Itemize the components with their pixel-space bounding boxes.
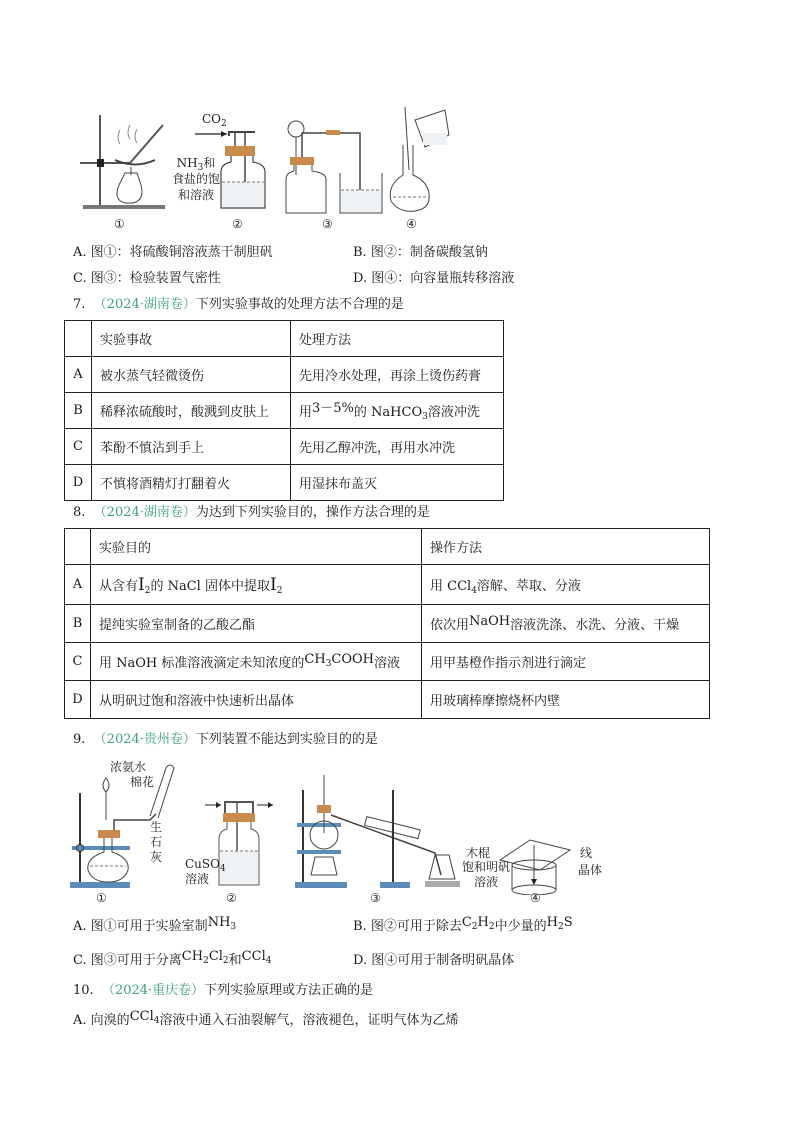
q7-table xyxy=(64,320,504,501)
table-row: D 从明矾过饱和溶液中快速析出晶体 用玻璃棒摩擦烧杯内壁 xyxy=(65,681,710,719)
q10-option-a[interactable]: A. 向溴的CCl$_4$溶液中通入石油裂解气，溶液褪色，证明气体为乙烯 xyxy=(73,1009,459,1028)
question-text: 下列实验事故的处理方法不合理的是 xyxy=(195,297,404,312)
q7-stem xyxy=(73,296,404,314)
label-thread: 线 xyxy=(580,846,593,860)
label-conc-ammonia: 浓氨水 xyxy=(110,760,147,774)
table-row: B 稀释浓硫酸时，酸溅到皮肤上 用3－5%的 NaHCO$_3$溶液冲洗 xyxy=(65,393,504,429)
question-number: 10. xyxy=(73,983,94,998)
question-source: （2024·贵州卷） xyxy=(93,732,196,747)
q9-option-a[interactable]: A. 图①可用于实验室制$NH_3$ xyxy=(73,915,237,934)
figure-number-3: ③ xyxy=(322,217,333,231)
question-text: 下列实验原理或方法正确的是 xyxy=(204,983,374,998)
figure-number-1: ① xyxy=(96,891,107,905)
q6-option-a[interactable]: A. 图①：将硫酸铜溶液蒸干制胆矾 xyxy=(73,245,273,260)
figure-distillation xyxy=(295,775,475,890)
table-header-row xyxy=(65,529,710,565)
figure-number-4: ④ xyxy=(530,891,541,905)
table-row: C 用 NaOH 标准溶液滴定未知浓度的$CH_3COOH$溶液 用甲基橙作指示剂进行滴定 xyxy=(65,643,710,681)
solution-label: $NH_3$和 食盐的饱 和溶液 xyxy=(172,156,221,202)
figure-number-4: ④ xyxy=(406,217,417,231)
table-row: D 不慎将酒精灯打翻着火 用湿抹布盖灭 xyxy=(65,465,504,501)
header-purpose: 实验目的 xyxy=(91,529,422,565)
q6-option-d[interactable]: D. 图④：向容量瓶转移溶液 xyxy=(353,271,515,286)
q8-table xyxy=(64,528,710,719)
table-row: A 从含有$I_2$的 NaCl 固体中提取$I_2$ 用 CCl$_4$溶解、萃取、分液 xyxy=(65,565,710,605)
figure-ammonia-generator xyxy=(70,758,185,893)
table-row: C 苯酚不慎沾到手上 先用乙醇冲洗，再用水冲洗 xyxy=(65,429,504,465)
header-accident: 实验事故 xyxy=(92,321,291,357)
table-row: B 提纯实验室制备的乙酸乙酯 依次用NaOH溶液洗涤、水洗、分液、干燥 xyxy=(65,605,710,643)
question-text: 下列装置不能达到实验目的的是 xyxy=(195,732,378,747)
question-number: 8. xyxy=(73,505,86,520)
figure-number-2: ② xyxy=(232,217,243,231)
question-text: 为达到下列实验目的，操作方法合理的是 xyxy=(195,505,430,520)
q8-stem xyxy=(73,504,430,522)
figure-airtight-check xyxy=(282,115,387,215)
q6-option-c[interactable]: C. 图③：检验装置气密性 xyxy=(73,271,221,286)
q9-option-b[interactable]: B. 图②可用于除去$C_2H_2$中少量的$H_2S$ xyxy=(353,915,573,934)
table-row: A 被水蒸气轻微烫伤 先用冷水处理，再涂上烫伤药膏 xyxy=(65,357,504,393)
figure-number-1: ① xyxy=(114,217,125,231)
figure-number-2: ② xyxy=(226,891,237,905)
question-source: （2024·湖南卷） xyxy=(93,505,196,520)
question-number: 7. xyxy=(73,297,86,312)
label-quicklime: 生 石 灰 xyxy=(150,820,163,864)
label-saturated-alum: 饱和明矾 溶液 xyxy=(462,860,511,889)
q9-option-c[interactable]: C. 图③可用于分离$CH_2Cl_2$和CCl$_4$ xyxy=(73,949,272,968)
label-wooden-stick: 木棍 xyxy=(466,846,491,860)
figure-number-3: ③ xyxy=(370,891,381,905)
header-treatment: 处理方法 xyxy=(291,321,504,357)
question-source: （2024·重庆卷） xyxy=(101,983,205,998)
header-method: 操作方法 xyxy=(422,529,710,565)
figure-evaporation-apparatus xyxy=(75,105,165,215)
question-number: 9. xyxy=(73,732,86,747)
label-crystal: 晶体 xyxy=(578,863,603,877)
table-header-row xyxy=(65,321,504,357)
q9-option-d[interactable]: D. 图④可用于制备明矾晶体 xyxy=(353,953,515,968)
q6-option-b[interactable]: B. 图②：制备碳酸氢钠 xyxy=(353,245,488,260)
gas-label: $CO_2$ xyxy=(202,112,227,129)
label-cotton: 棉花 xyxy=(130,775,155,789)
q10-stem xyxy=(73,982,373,1000)
figure-volumetric-flask xyxy=(385,105,450,215)
label-cuso4: CuSO$_4$ 溶液 xyxy=(185,857,226,886)
q9-stem xyxy=(73,731,378,749)
question-source: （2024·湖南卷） xyxy=(93,297,196,312)
